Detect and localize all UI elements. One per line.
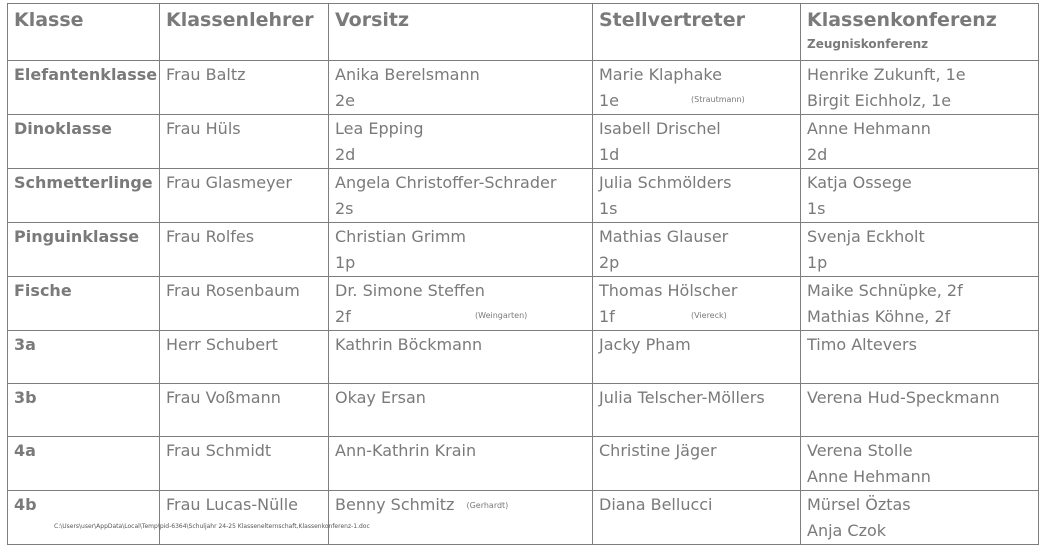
header-row	[8, 4, 1039, 61]
klassenlehrer-cell	[160, 384, 329, 437]
konferenz-line-2: 1p	[807, 253, 828, 272]
stellvertreter-cell	[593, 115, 801, 169]
klassenkonferenz-cell	[801, 61, 1039, 115]
stellvertreter-class: 2p	[599, 253, 620, 272]
klasse-name: 3b	[14, 388, 37, 407]
stellvertreter-name: Julia Schmölders	[599, 173, 732, 192]
stellvertreter-cell	[593, 277, 801, 331]
klassenkonferenz-cell	[801, 437, 1039, 491]
klasse-cell	[8, 223, 160, 277]
klassenlehrer-name: Frau Rosenbaum	[166, 281, 300, 300]
vorsitz-class: 2s	[335, 199, 354, 218]
vorsitz-cell	[329, 384, 593, 437]
vorsitz-name: Ann-Kathrin Krain	[335, 441, 477, 460]
vorsitz-class: 2e	[335, 91, 356, 110]
stellvertreter-name: Mathias Glauser	[599, 227, 729, 246]
klasse-cell	[8, 491, 160, 545]
konferenz-line-1: Katja Ossege	[807, 173, 912, 192]
konferenz-line-2: Mathias Köhne, 2f	[807, 307, 951, 326]
stellvertreter-cell	[593, 169, 801, 223]
stellvertreter-name: Christine Jäger	[599, 441, 717, 460]
vorsitz-cell	[329, 491, 593, 545]
konferenz-line-1: Timo Altevers	[807, 335, 917, 354]
stellvertreter-class: 1e	[599, 91, 620, 110]
klasse-name: Dinoklasse	[14, 119, 112, 138]
vorsitz-name: Lea Epping	[335, 119, 424, 138]
vorsitz-cell	[329, 437, 593, 491]
klassenlehrer-name: Frau Voßmann	[166, 388, 281, 407]
klassenlehrer-cell	[160, 115, 329, 169]
klasse-name: 3a	[14, 335, 36, 354]
klasse-cell	[8, 331, 160, 384]
vorsitz-cell	[329, 169, 593, 223]
vorsitz-name: Kathrin Böckmann	[335, 335, 483, 354]
vorsitz-class: 2d	[335, 145, 356, 164]
klassenkonferenz-cell	[801, 384, 1039, 437]
stellvertreter-class: 1d	[599, 145, 620, 164]
header-klassenkonferenz	[801, 4, 1039, 61]
klasse-name: 4a	[14, 441, 36, 460]
konferenz-line-1: Mürsel Öztas	[807, 495, 911, 514]
klasse-name: Fische	[14, 281, 72, 300]
klassenlehrer-name: Frau Lucas-Nülle	[166, 495, 298, 514]
klassenlehrer-cell	[160, 331, 329, 384]
stellvertreter-name: Jacky Pham	[599, 335, 691, 354]
stellvertreter-name: Isabell Drischel	[599, 119, 721, 138]
klassenkonferenz-cell	[801, 115, 1039, 169]
stellvertreter-name: Julia Telscher-Möllers	[599, 388, 765, 407]
klassenkonferenz-cell	[801, 169, 1039, 223]
klassenkonferenz-cell	[801, 223, 1039, 277]
klasse-cell	[8, 384, 160, 437]
klassenlehrer-name: Frau Hüls	[166, 119, 241, 138]
vorsitz-name: Christian Grimm	[335, 227, 467, 246]
stellvertreter-name: Thomas Hölscher	[599, 281, 738, 300]
vorsitz-name: Dr. Simone Steffen	[335, 281, 485, 300]
table-row	[8, 331, 1039, 384]
klasse-cell	[8, 115, 160, 169]
stellvertreter-cell	[593, 491, 801, 545]
klasse-name: Elefantenklasse	[14, 65, 158, 84]
konferenz-line-2: Anne Hehmann	[807, 467, 931, 486]
klassenkonferenz-cell	[801, 491, 1039, 545]
klassenlehrer-name: Herr Schubert	[166, 335, 278, 354]
table-row	[8, 491, 1039, 545]
header-zeugniskonferenz-label: Zeugniskonferenz	[807, 37, 929, 51]
klasse-name: Pinguinklasse	[14, 227, 140, 246]
table-row	[8, 384, 1039, 437]
vorsitz-cell	[329, 331, 593, 384]
stellvertreter-note: (Strautmann)	[691, 95, 745, 104]
table-row	[8, 169, 1039, 223]
vorsitz-name: Okay Ersan	[335, 388, 426, 407]
header-klassenlehrer: Klassenlehrer	[160, 4, 329, 61]
header-klassenkonferenz-label: Klassenkonferenz	[807, 9, 997, 31]
klassenlehrer-cell	[160, 277, 329, 331]
stellvertreter-class: 1f	[599, 307, 615, 326]
vorsitz-name: Benny Schmitz	[335, 495, 455, 514]
klassenlehrer-name: Frau Schmidt	[166, 441, 272, 460]
header-stellvertreter: Stellvertreter	[593, 4, 801, 61]
stellvertreter-name: Marie Klaphake	[599, 65, 722, 84]
klassenlehrer-name: Frau Glasmeyer	[166, 173, 292, 192]
vorsitz-cell	[329, 277, 593, 331]
table-row	[8, 223, 1039, 277]
table-row	[8, 61, 1039, 115]
table-row	[8, 277, 1039, 331]
vorsitz-cell	[329, 61, 593, 115]
class-conference-table	[7, 3, 1039, 545]
table-row	[8, 115, 1039, 169]
header-vorsitz: Vorsitz	[329, 4, 593, 61]
stellvertreter-class: 1s	[599, 199, 618, 218]
klasse-cell	[8, 61, 160, 115]
klassenkonferenz-cell	[801, 331, 1039, 384]
klassenlehrer-cell	[160, 61, 329, 115]
vorsitz-cell	[329, 115, 593, 169]
klassenkonferenz-cell	[801, 277, 1039, 331]
vorsitz-cell	[329, 223, 593, 277]
stellvertreter-cell	[593, 223, 801, 277]
konferenz-line-2: 1s	[807, 199, 826, 218]
table-row	[8, 437, 1039, 491]
stellvertreter-name: Diana Bellucci	[599, 495, 713, 514]
vorsitz-note: (Weingarten)	[475, 311, 528, 320]
klasse-cell	[8, 277, 160, 331]
header-klasse: Klasse	[8, 4, 160, 61]
vorsitz-name: Anika Berelsmann	[335, 65, 480, 84]
klassenlehrer-cell	[160, 491, 329, 545]
stellvertreter-note: (Viereck)	[691, 311, 727, 320]
vorsitz-name: Angela Christoffer-Schrader	[335, 173, 557, 192]
konferenz-line-1: Verena Hud-Speckmann	[807, 388, 1000, 407]
vorsitz-class: 1p	[335, 253, 356, 272]
klassenlehrer-name: Frau Rolfes	[166, 227, 255, 246]
stellvertreter-cell	[593, 384, 801, 437]
klasse-name: Schmetterlinge	[14, 173, 153, 192]
konferenz-line-1: Maike Schnüpke, 2f	[807, 281, 963, 300]
konferenz-line-2: Birgit Eichholz, 1e	[807, 91, 952, 110]
klassenlehrer-cell	[160, 437, 329, 491]
stellvertreter-cell	[593, 437, 801, 491]
stellvertreter-cell	[593, 331, 801, 384]
konferenz-line-2: Anja Czok	[807, 521, 887, 540]
klasse-name: 4b	[14, 495, 37, 514]
konferenz-line-1: Verena Stolle	[807, 441, 913, 460]
vorsitz-note: (Gerhardt)	[466, 500, 509, 510]
klassenlehrer-cell	[160, 223, 329, 277]
file-path-footer: C:\Users\user\AppData\Local\Temp\pid-6364\Schuljahr 24-25 Klassenelternschaft,Klassenkonferenz-1.doc	[54, 523, 370, 530]
klassenlehrer-cell	[160, 169, 329, 223]
konferenz-line-1: Henrike Zukunft, 1e	[807, 65, 966, 84]
klasse-cell	[8, 169, 160, 223]
konferenz-line-1: Anne Hehmann	[807, 119, 931, 138]
klassenlehrer-name: Frau Baltz	[166, 65, 246, 84]
konferenz-line-1: Svenja Eckholt	[807, 227, 925, 246]
vorsitz-class: 2f	[335, 307, 351, 326]
klasse-cell	[8, 437, 160, 491]
stellvertreter-cell	[593, 61, 801, 115]
konferenz-line-2: 2d	[807, 145, 828, 164]
